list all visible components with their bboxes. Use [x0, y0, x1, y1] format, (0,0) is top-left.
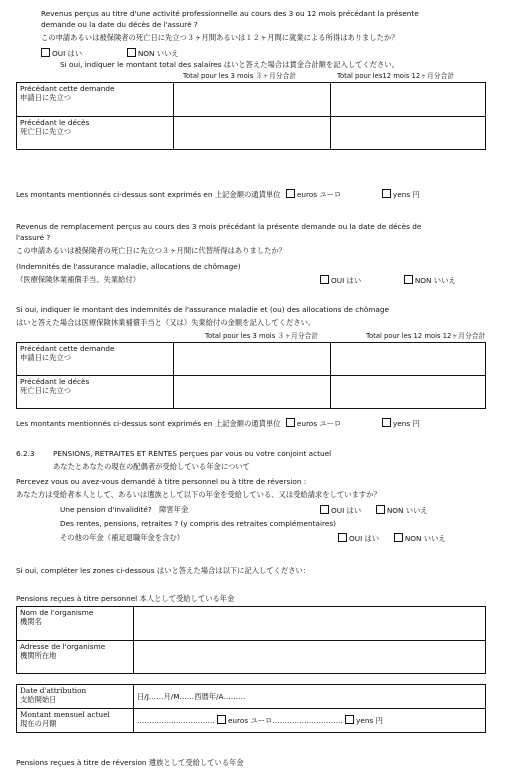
sec1-col-12m: Total pour les12 mois 12ヶ月分合計 — [337, 72, 455, 80]
sec2-col-12m: Total pour les 12 mois 12ヶ月分合計 — [366, 332, 486, 340]
sec1-euros-label: euros ユーロ — [296, 190, 342, 199]
sec1-yens-label: yens 円 — [392, 190, 420, 199]
sec1-yes-no — [41, 48, 179, 58]
sec3-amount-yens-checkbox[interactable] — [345, 715, 354, 724]
sec1-non-label: NON いいえ — [137, 49, 179, 58]
sec3-date-label: Date d'attribution 支給開始日 — [17, 685, 134, 709]
sec3-heading-ja: あなたとあなたの現在の配偶者が受給している年金について — [53, 462, 250, 471]
sec3-other-non-label: NON いいえ — [404, 534, 446, 543]
sec3-date-cell[interactable]: 日/J……月/M……西暦年/A……… — [134, 685, 486, 709]
sec1-col-3m: Total pour les 3 mois ３ヶ月分合計 — [183, 72, 297, 80]
sec3-organism-table — [16, 606, 486, 674]
sec2-row1-3m-cell[interactable] — [174, 343, 331, 376]
sec3-amount-yens-field[interactable]: ……………………….. — [272, 716, 343, 726]
sec1-row2-label: Précédant le décès 死亡日に先立つ — [17, 117, 174, 150]
sec1-salary-table — [16, 82, 486, 150]
sec1-oui-label: OUI はい — [52, 49, 83, 58]
sec2-oui-label: OUI はい — [331, 276, 362, 285]
sec3-attribution-table — [16, 684, 486, 733]
sec2-question-fr: Revenus de remplacement perçus au cours des 3 mois précédant la présente demande ou la date de décès de — [16, 222, 422, 231]
sec2-indemn-fr: (Indemnités de l'assurance maladie, allocations de chômage) — [16, 262, 241, 271]
sec3-amount-euros-field[interactable]: ………………………….. — [137, 716, 215, 726]
sec2-if-yes-ja: はいと答えた場合は医療保険休業補償手当と（又は）失業給付の金額を記入してください。 — [16, 318, 316, 327]
sec3-amount-yens-label: yens 円 — [356, 716, 383, 726]
sec1-row1-label: Précédant cette demande 申請日に先立つ — [17, 83, 174, 117]
sec2-yes-no — [320, 275, 456, 285]
sec2-income-table — [16, 342, 486, 409]
sec2-row1-label: Précédant cette demande 申請日に先立つ — [17, 343, 174, 376]
sec2-oui-checkbox[interactable] — [320, 275, 329, 284]
sec3-org-name-label: Nom de l'organisme 機関名 — [17, 607, 134, 641]
sec2-euros-label: euros ユーロ — [296, 419, 342, 428]
sec3-heading-num: 6.2.3 — [16, 449, 35, 458]
sec2-row2-label: Précédant le décès 死亡日に先立つ — [17, 376, 174, 409]
sec3-inval-non-label: NON いいえ — [386, 506, 428, 515]
sec2-if-yes-fr: Si oui, indiquer le montant des indemnités de l'assurance maladie et (ou) des allocations de chômage — [16, 305, 389, 314]
sec1-row2-12m-cell[interactable] — [331, 117, 486, 150]
sec2-row2-12m-cell[interactable] — [331, 376, 486, 409]
sec2-row2-3m-cell[interactable] — [174, 376, 331, 409]
sec1-question-ja: この申請あるいは被保険者の死亡日に先立つ３ヶ月間あるいは１２ヶ月間に就業による所得はありましたか？ — [41, 33, 399, 42]
sec1-row1-12m-cell[interactable] — [331, 83, 486, 117]
sec3-invalidity-label: Une pension d'invalidité? 障害年金 — [60, 505, 189, 514]
sec1-row1-3m-cell[interactable] — [174, 83, 331, 117]
sec1-currency-line: Les montants mentionnés ci-dessus sont exprimés en 上記金額の通貨単位 euros ユーロ yens 円 — [16, 190, 420, 199]
sec3-amount-euros-label: euros ユーロ — [227, 716, 273, 726]
sec1-if-yes: Si oui, indiquer le montant total des salaires はいと答えた場合は賃金合計額を記入してください。 — [60, 60, 399, 69]
sec1-euros-checkbox[interactable] — [286, 189, 295, 198]
sec1-yens-checkbox[interactable] — [382, 189, 391, 198]
sec3-other-fr: Des rentes, pensions, retraites ? (y compris des retraites complémentaires) — [60, 519, 336, 528]
sec3-invalidity-yes-no — [320, 505, 428, 515]
sec3-complete-line: Si oui, compléter les zones ci-dessous はいと答えた場合は以下に記入してください： — [16, 566, 311, 575]
sec1-question-fr-2: demande ou la date du décès de l'assuré ? — [41, 20, 198, 29]
sec3-org-addr-label: Adresse de l'organisme 機関所在地 — [17, 641, 134, 674]
sec3-amount-euros-checkbox[interactable] — [217, 715, 226, 724]
sec3-question-fr: Percevez vous ou avez-vous demandé à titre personnel ou à titre de réversion : — [16, 477, 307, 486]
sec3-amount-cell — [134, 709, 486, 733]
sec2-yens-label: yens 円 — [392, 419, 420, 428]
sec3-inval-non-checkbox[interactable] — [376, 505, 385, 514]
sec1-oui-checkbox[interactable] — [41, 48, 50, 57]
sec3-question-ja: あなた方は受給者本人として、あるいは遺族として以下の年金を受給している、又は受給請求をしていますか？ — [16, 490, 381, 499]
sec2-non-label: NON いいえ — [414, 276, 456, 285]
sec3-other-ja: その他の年金（補足退職年金を含む） — [60, 533, 185, 542]
sec2-yens-checkbox[interactable] — [382, 418, 391, 427]
sec1-row2-3m-cell[interactable] — [174, 117, 331, 150]
sec2-non-checkbox[interactable] — [404, 275, 413, 284]
sec2-question-fr-2: l'assuré ? — [16, 233, 51, 242]
sec3-other-oui-label: OUI はい — [349, 534, 380, 543]
sec2-row1-12m-cell[interactable] — [331, 343, 486, 376]
sec3-other-non-checkbox[interactable] — [394, 533, 403, 542]
sec2-currency-line: Les montants mentionnés ci-dessus sont exprimés en 上記金額の通貨単位 euros ユーロ yens 円 — [16, 419, 420, 428]
sec2-indemn-ja: （医療保険休業補償手当、失業給付） — [16, 275, 141, 284]
sec3-other-yes-no — [338, 533, 446, 543]
sec3-amount-label: Montant mensuel actuel 現在の月額 — [17, 709, 134, 733]
sec2-question-ja: この申請あるいは被保険者の死亡日に先立つ３ヶ月間に代替所得はありましたか？ — [16, 246, 286, 255]
sec3-heading-fr: PENSIONS, RETRAITES ET RENTES perçues par vous ou votre conjoint actuel — [53, 449, 332, 458]
sec1-question-fr: Revenus perçus au titre d'une activité professionnelle au cours des 3 ou 12 mois précédant la présente — [41, 9, 419, 18]
sec3-org-name-cell[interactable] — [134, 607, 486, 641]
sec3-other-oui-checkbox[interactable] — [338, 533, 347, 542]
sec2-euros-checkbox[interactable] — [286, 418, 295, 427]
sec3-personal-title: Pensions reçues à titre personnel 本人として受給している年金 — [16, 594, 235, 603]
sec3-inval-oui-label: OUI はい — [331, 506, 362, 515]
sec1-non-checkbox[interactable] — [127, 48, 136, 57]
sec3-reversion-title: Pensions reçues à titre de réversion 遺族として受給している年金 — [16, 758, 244, 767]
sec3-inval-oui-checkbox[interactable] — [320, 505, 329, 514]
sec3-org-addr-cell[interactable] — [134, 641, 486, 674]
sec2-col-3m: Total pour les 3 mois ３ヶ月分合計 — [205, 332, 319, 340]
